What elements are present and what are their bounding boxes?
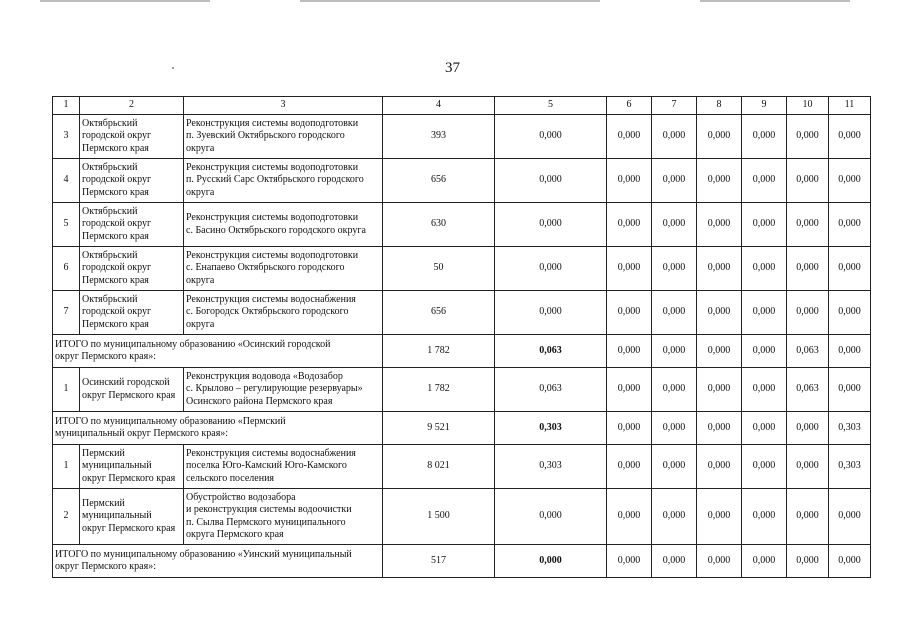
value-cell-col9: 0,000: [742, 159, 787, 203]
total-value-col4: 517: [383, 545, 495, 578]
value-cell-col9: 0,000: [742, 368, 787, 412]
total-value-col10: 0,000: [787, 545, 829, 578]
text-line: муниципальный: [82, 510, 152, 522]
text-line: п. Сылва Пермского муниципального: [186, 516, 346, 528]
header-cell-6: 6: [607, 97, 652, 115]
value-cell-col5: 0,000: [495, 247, 607, 291]
text-line: Октябрьский: [82, 162, 138, 174]
value-cell-col6: 0,000: [607, 115, 652, 159]
value-cell-col11: 0,000: [829, 489, 871, 545]
text-line: с. Крылово – регулирующие резервуары»: [186, 383, 363, 395]
project-cell: [184, 445, 383, 489]
value-cell-col10: 0,063: [787, 368, 829, 412]
text-line: ИТОГО по муниципальному образованию «Пермский: [55, 415, 286, 427]
text-line: Реконструкция системы водоподготовки: [186, 162, 359, 174]
total-value-col5: 0,063: [495, 335, 607, 368]
table-row: [53, 159, 871, 203]
total-value-col6: 0,000: [607, 335, 652, 368]
text-line: ИТОГО по муниципальному образованию «Уинский муниципальный: [55, 548, 352, 560]
total-value-col9: 0,000: [742, 335, 787, 368]
text-line: городской округ: [82, 306, 152, 318]
total-value-col10: 0,000: [787, 412, 829, 445]
project-cell: [184, 247, 383, 291]
total-row: [53, 335, 871, 368]
value-cell-col10: 0,000: [787, 247, 829, 291]
value-cell-col7: 0,000: [652, 445, 697, 489]
header-cell-4: 4: [383, 97, 495, 115]
municipality-cell: [80, 445, 184, 489]
value-cell-col9: 0,000: [742, 445, 787, 489]
text-line: городской округ: [82, 262, 152, 274]
value-cell-col8: 0,000: [697, 489, 742, 545]
text-line: Реконструкция системы водоподготовки: [186, 212, 359, 224]
municipality-cell: [80, 489, 184, 545]
scan-edge-line: [300, 0, 600, 2]
value-cell-col8: 0,000: [697, 115, 742, 159]
row-number-cell: 6: [53, 247, 80, 291]
row-number-cell: 1: [53, 368, 80, 412]
project-cell: [184, 115, 383, 159]
header-cell-7: 7: [652, 97, 697, 115]
total-value-col11: 0,000: [829, 335, 871, 368]
municipality-cell: [80, 115, 184, 159]
value-cell-col10: 0,000: [787, 159, 829, 203]
total-value-col11: 0,000: [829, 545, 871, 578]
value-cell-col7: 0,000: [652, 203, 697, 247]
total-value-col10: 0,063: [787, 335, 829, 368]
text-line: Осинский городской: [82, 377, 170, 389]
table-row: [53, 247, 871, 291]
value-cell-col11: 0,000: [829, 247, 871, 291]
header-cell-8: 8: [697, 97, 742, 115]
project-cell: [184, 159, 383, 203]
text-line: округа: [186, 274, 215, 286]
value-cell-col8: 0,000: [697, 368, 742, 412]
value-cell-col4: 1 782: [383, 368, 495, 412]
text-line: округа: [186, 142, 215, 154]
text-line: п. Зуевский Октябрьского городского: [186, 130, 345, 142]
row-number-cell: 7: [53, 291, 80, 335]
total-value-col4: 9 521: [383, 412, 495, 445]
table-row: [53, 203, 871, 247]
value-cell-col9: 0,000: [742, 489, 787, 545]
value-cell-col10: 0,000: [787, 489, 829, 545]
value-cell-col5: 0,000: [495, 159, 607, 203]
header-cell-9: 9: [742, 97, 787, 115]
row-number-cell: 4: [53, 159, 80, 203]
value-cell-col8: 0,000: [697, 247, 742, 291]
municipality-cell: [80, 291, 184, 335]
value-cell-col4: 50: [383, 247, 495, 291]
total-value-col8: 0,000: [697, 335, 742, 368]
row-number-cell: 5: [53, 203, 80, 247]
value-cell-col11: 0,000: [829, 115, 871, 159]
value-cell-col6: 0,000: [607, 368, 652, 412]
project-cell: [184, 203, 383, 247]
header-cell-11: 11: [829, 97, 871, 115]
value-cell-col8: 0,000: [697, 159, 742, 203]
table-row: [53, 115, 871, 159]
total-value-col7: 0,000: [652, 545, 697, 578]
municipality-cell: [80, 159, 184, 203]
municipality-cell: [80, 368, 184, 412]
text-line: Пермского края: [82, 318, 149, 330]
text-line: поселка Юго-Камский Юго-Камского: [186, 460, 347, 472]
text-line: Реконструкция системы водоснабжения: [186, 294, 356, 306]
text-line: муниципальный: [82, 460, 152, 472]
table-row: [53, 368, 871, 412]
total-value-col7: 0,000: [652, 335, 697, 368]
value-cell-col6: 0,000: [607, 489, 652, 545]
value-cell-col5: 0,303: [495, 445, 607, 489]
value-cell-col4: 8 021: [383, 445, 495, 489]
total-value-col5: 0,000: [495, 545, 607, 578]
value-cell-col6: 0,000: [607, 291, 652, 335]
text-line: п. Русский Сарс Октябрьского городского: [186, 174, 364, 186]
header-row: [53, 97, 871, 115]
municipality-cell: [80, 203, 184, 247]
value-cell-col11: 0,303: [829, 445, 871, 489]
row-number-cell: 2: [53, 489, 80, 545]
text-line: Осинского района Пермского края: [186, 395, 333, 407]
total-value-col8: 0,000: [697, 545, 742, 578]
total-label-cell: [53, 412, 383, 445]
value-cell-col7: 0,000: [652, 159, 697, 203]
value-cell-col9: 0,000: [742, 291, 787, 335]
text-line: округ Пермского края»:: [55, 561, 156, 572]
text-line: округ Пермского края»:: [55, 351, 156, 362]
text-line: городской округ: [82, 174, 152, 186]
value-cell-col10: 0,000: [787, 203, 829, 247]
total-value-col6: 0,000: [607, 545, 652, 578]
text-line: Обустройство водозабора: [186, 492, 296, 504]
municipality-cell: [80, 247, 184, 291]
project-cell: [184, 489, 383, 545]
text-line: с. Богородск Октябрьского городского: [186, 306, 349, 318]
value-cell-col7: 0,000: [652, 247, 697, 291]
value-cell-col4: 1 500: [383, 489, 495, 545]
text-line: Пермского края: [82, 186, 149, 198]
row-number-cell: 3: [53, 115, 80, 159]
value-cell-col5: 0,000: [495, 489, 607, 545]
value-cell-col7: 0,000: [652, 489, 697, 545]
table-row: [53, 489, 871, 545]
value-cell-col11: 0,000: [829, 368, 871, 412]
text-line: Октябрьский: [82, 294, 138, 306]
value-cell-col4: 630: [383, 203, 495, 247]
value-cell-col10: 0,000: [787, 291, 829, 335]
project-cell: [184, 291, 383, 335]
header-cell-1: 1: [53, 97, 80, 115]
text-line: округ Пермского края: [82, 472, 176, 484]
text-line: сельского поселения: [186, 472, 275, 484]
value-cell-col11: 0,000: [829, 291, 871, 335]
value-cell-col10: 0,000: [787, 115, 829, 159]
text-line: округ Пермского края: [82, 522, 176, 534]
text-line: округа Пермского края: [186, 528, 284, 540]
total-value-col11: 0,303: [829, 412, 871, 445]
value-cell-col4: 656: [383, 159, 495, 203]
table-row: [53, 445, 871, 489]
value-cell-col4: 393: [383, 115, 495, 159]
text-line: и реконструкция системы водоочистки: [186, 504, 352, 516]
text-line: округа: [186, 318, 215, 330]
value-cell-col7: 0,000: [652, 368, 697, 412]
value-cell-col6: 0,000: [607, 159, 652, 203]
text-line: Пермского края: [82, 230, 149, 242]
value-cell-col6: 0,000: [607, 203, 652, 247]
text-line: городской округ: [82, 130, 152, 142]
value-cell-col7: 0,000: [652, 291, 697, 335]
text-line: округ Пермского края: [82, 389, 176, 401]
table-row: [53, 291, 871, 335]
text-line: с. Енапаево Октябрьского городского: [186, 262, 345, 274]
total-label-cell: [53, 545, 383, 578]
row-number-cell: 1: [53, 445, 80, 489]
budget-table: [52, 96, 871, 578]
text-line: Пермского края: [82, 142, 149, 154]
total-value-col6: 0,000: [607, 412, 652, 445]
value-cell-col4: 656: [383, 291, 495, 335]
text-line: Октябрьский: [82, 250, 138, 262]
total-value-col4: 1 782: [383, 335, 495, 368]
value-cell-col9: 0,000: [742, 247, 787, 291]
total-value-col7: 0,000: [652, 412, 697, 445]
project-cell: [184, 368, 383, 412]
header-cell-10: 10: [787, 97, 829, 115]
header-cell-2: 2: [80, 97, 184, 115]
value-cell-col7: 0,000: [652, 115, 697, 159]
value-cell-col6: 0,000: [607, 445, 652, 489]
scan-edge-line: [700, 0, 850, 2]
text-line: Реконструкция системы водоснабжения: [186, 448, 356, 460]
text-line: Пермский: [82, 498, 125, 510]
value-cell-col8: 0,000: [697, 445, 742, 489]
text-line: Реконструкция системы водоподготовки: [186, 250, 359, 262]
text-line: Реконструкция водовода «Водозабор: [186, 371, 343, 383]
value-cell-col11: 0,000: [829, 159, 871, 203]
scan-edge-line: [40, 0, 210, 2]
total-value-col9: 0,000: [742, 412, 787, 445]
value-cell-col11: 0,000: [829, 203, 871, 247]
value-cell-col8: 0,000: [697, 203, 742, 247]
total-value-col8: 0,000: [697, 412, 742, 445]
text-line: Реконструкция системы водоподготовки: [186, 118, 359, 130]
text-line: округа: [186, 186, 215, 198]
total-row: [53, 545, 871, 578]
text-line: ИТОГО по муниципальному образованию «Осинский городской: [55, 338, 331, 350]
value-cell-col10: 0,000: [787, 445, 829, 489]
value-cell-col5: 0,063: [495, 368, 607, 412]
total-label-cell: [53, 335, 383, 368]
text-line: Октябрьский: [82, 206, 138, 218]
header-cell-5: 5: [495, 97, 607, 115]
value-cell-col6: 0,000: [607, 247, 652, 291]
text-line: Октябрьский: [82, 118, 138, 130]
text-line: с. Басино Октябрьского городского округа: [186, 224, 366, 236]
text-line: муниципальный округ Пермского края»:: [55, 428, 229, 439]
text-line: Пермского края: [82, 274, 149, 286]
value-cell-col8: 0,000: [697, 291, 742, 335]
header-cell-3: 3: [184, 97, 383, 115]
value-cell-col5: 0,000: [495, 203, 607, 247]
total-row: [53, 412, 871, 445]
text-line: городской округ: [82, 218, 152, 230]
total-value-col5: 0,303: [495, 412, 607, 445]
text-line: Пермский: [82, 448, 125, 460]
total-value-col9: 0,000: [742, 545, 787, 578]
table-body: [53, 97, 871, 578]
page-number: 37: [445, 60, 460, 76]
value-cell-col9: 0,000: [742, 115, 787, 159]
value-cell-col5: 0,000: [495, 291, 607, 335]
value-cell-col5: 0,000: [495, 115, 607, 159]
value-cell-col9: 0,000: [742, 203, 787, 247]
